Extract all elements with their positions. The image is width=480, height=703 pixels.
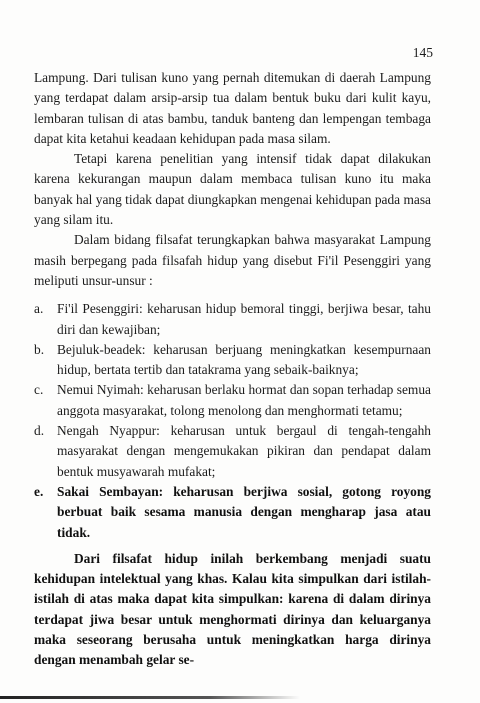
list-item <box>34 482 431 543</box>
list-item-text: Fi'il Pesenggiri: keharusan hidup bemoral tinggi, berjiwa besar, tahu diri dan kewajiban; <box>57 301 431 337</box>
list-marker: a. <box>34 301 44 317</box>
list-item <box>34 380 431 421</box>
body-text <box>34 68 431 671</box>
list-marker: b. <box>34 341 45 357</box>
list-item-text: Bejuluk-beadek: keharusan berjuang meningkatkan kesempurnaan hidup, bertata tertib dan tatakrama yang sebaik-baiknya; <box>57 341 431 378</box>
paragraph-2: Tetapi karena penelitian yang intensif tidak dapat dilakukan karena kekurangan maupun dalam membaca tulisan kuno itu maka banyak hal yang tidak dapat diungkapkan mengenai kehidupan pada masa yang silam itu. <box>34 151 431 228</box>
list-item-text: Nemui Nyimah: keharusan berlaku hormat dan sopan terhadap semua anggota masyarakat, tolong menolong dan menghormati tetamu; <box>57 382 431 418</box>
page-number: 145 <box>412 45 433 60</box>
list-marker: e. <box>34 483 44 499</box>
paragraph-4: Dari filsafat hidup inilah berkembang menjadi suatu kehidupan intelektual yang khas. Kalau kita simpulkan dari istilah-istilah di atas maka dapat kita simpulkan: karena di dalam dirinya terdapat jiwa besar untuk menghormati dirinya dan keluarganya maka seseorang berusaha untuk meningkatkan harga dirinya dengan menambah gelar se- <box>34 550 431 668</box>
list-item-text: Sakai Sembayan: keharusan berjiwa sosial, gotong royong berbuat baik sesama manusia dengan mengharap jasa atau tidak. <box>57 483 431 540</box>
paragraph-1: Lampung. Dari tulisan kuno yang pernah ditemukan di daerah Lampung yang terdapat dalam arsip-arsip tua dalam bentuk buku dari kulit kayu, lembaran tulisan di atas bambu, tanduk banteng dan lempengan tembaga dapat kita ketahui keadaan kehidupan pada masa silam. <box>34 70 431 146</box>
list-marker: c. <box>34 382 44 398</box>
list-marker: d. <box>34 423 45 439</box>
list-item <box>34 340 431 381</box>
paragraph-3: Dalam bidang filsafat terungkapkan bahwa masyarakat Lampung masih berpegang pada filsafah hidup yang disebut Fi'il Pesenggiri yang meliputi unsur-unsur : <box>34 232 431 288</box>
principles-list <box>34 299 431 543</box>
page-bottom-rule <box>0 696 300 699</box>
list-item <box>34 421 431 482</box>
list-item-text: Nengah Nyappur: keharusan untuk bergaul di tengah-tengahh masyarakat dengan mengemukakan pikiran dan pendapat dalam bentuk musyawarah mufakat; <box>57 423 431 479</box>
list-item <box>34 299 431 340</box>
